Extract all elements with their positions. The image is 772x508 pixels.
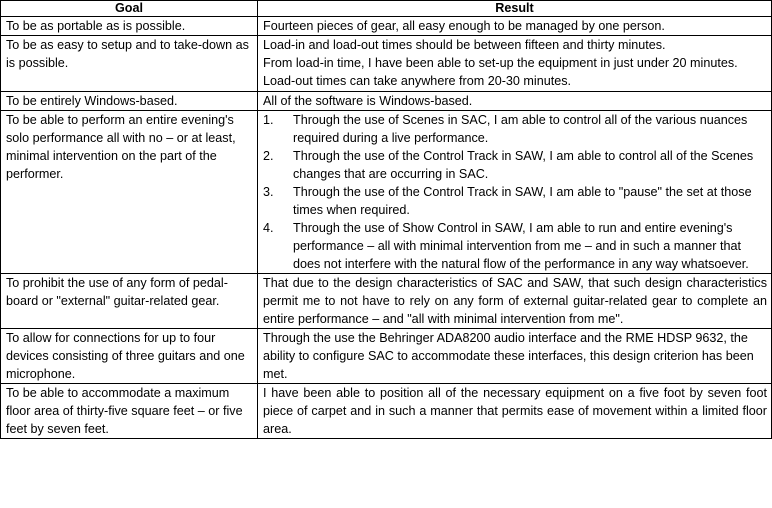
list-item (263, 111, 767, 147)
table-row (1, 111, 772, 274)
list-text: Through the use of the Control Track in SAW, I am able to control all of the Scenes changes that are occurring in SAC. (293, 149, 754, 181)
goal-cell: To be able to accommodate a maximum floor area of thirty-five square feet – or five feet by seven feet. (1, 384, 258, 439)
result-line: Load-in and load-out times should be between fifteen and thirty minutes. (263, 38, 666, 52)
result-line: Load-out times can take anywhere from 20-30 minutes. (263, 74, 572, 88)
goal-cell: To allow for connections for up to four devices consisting of three guitars and one microphone. (1, 329, 258, 384)
goal-header: Goal (1, 1, 258, 17)
goal-cell: To be as portable as is possible. (1, 17, 258, 36)
result-cell: Through the use the Behringer ADA8200 audio interface and the RME HDSP 9632, the ability to configure SAC to accommodate these interfaces, this design criterion has been met. (258, 329, 772, 384)
list-number: 3. (263, 185, 274, 199)
result-cell (258, 36, 772, 92)
result-cell: I have been able to position all of the necessary equipment on a five foot by seven foot piece of carpet and in such a manner that permits ease of movement within a limited floor area. (258, 384, 772, 439)
list-text: Through the use of the Control Track in SAW, I am able to "pause" the set at those times when required. (293, 185, 752, 217)
table-row (1, 17, 772, 36)
list-text: Through the use of Show Control in SAW, I am able to run and entire evening's performance – all with minimal intervention from me – and in such a manner that does not interfere with the natural flow of the performance in any way whatsoever. (293, 221, 749, 271)
result-cell: Fourteen pieces of gear, all easy enough to be managed by one person. (258, 17, 772, 36)
header-row (1, 1, 772, 17)
table-row (1, 274, 772, 329)
result-cell (258, 111, 772, 274)
result-cell: All of the software is Windows-based. (258, 92, 772, 111)
result-line: From load-in time, I have been able to set-up the equipment in just under 20 minutes. (263, 56, 738, 70)
list-number: 2. (263, 149, 274, 163)
goal-cell: To be able to perform an entire evening's solo performance all with no – or at least, minimal intervention on the part of the performer. (1, 111, 258, 274)
list-number: 4. (263, 221, 274, 235)
goal-cell: To be as easy to setup and to take-down as is possible. (1, 36, 258, 92)
result-list (263, 111, 767, 273)
list-number: 1. (263, 113, 274, 127)
goal-cell: To be entirely Windows-based. (1, 92, 258, 111)
table-row (1, 92, 772, 111)
list-item (263, 147, 767, 183)
goal-cell: To prohibit the use of any form of pedal-board or "external" guitar-related gear. (1, 274, 258, 329)
list-item (263, 219, 767, 273)
table-row (1, 384, 772, 439)
table-row (1, 36, 772, 92)
list-item (263, 183, 767, 219)
table-row (1, 329, 772, 384)
result-cell: That due to the design characteristics of SAC and SAW, that such design characteristics permit me to not have to rely on any form of external guitar-related gear to complete an entire performance – and "all with minimal intervention from me". (258, 274, 772, 329)
result-header: Result (258, 1, 772, 17)
list-text: Through the use of Scenes in SAC, I am able to control all of the various nuances required during a live performance. (293, 113, 748, 145)
